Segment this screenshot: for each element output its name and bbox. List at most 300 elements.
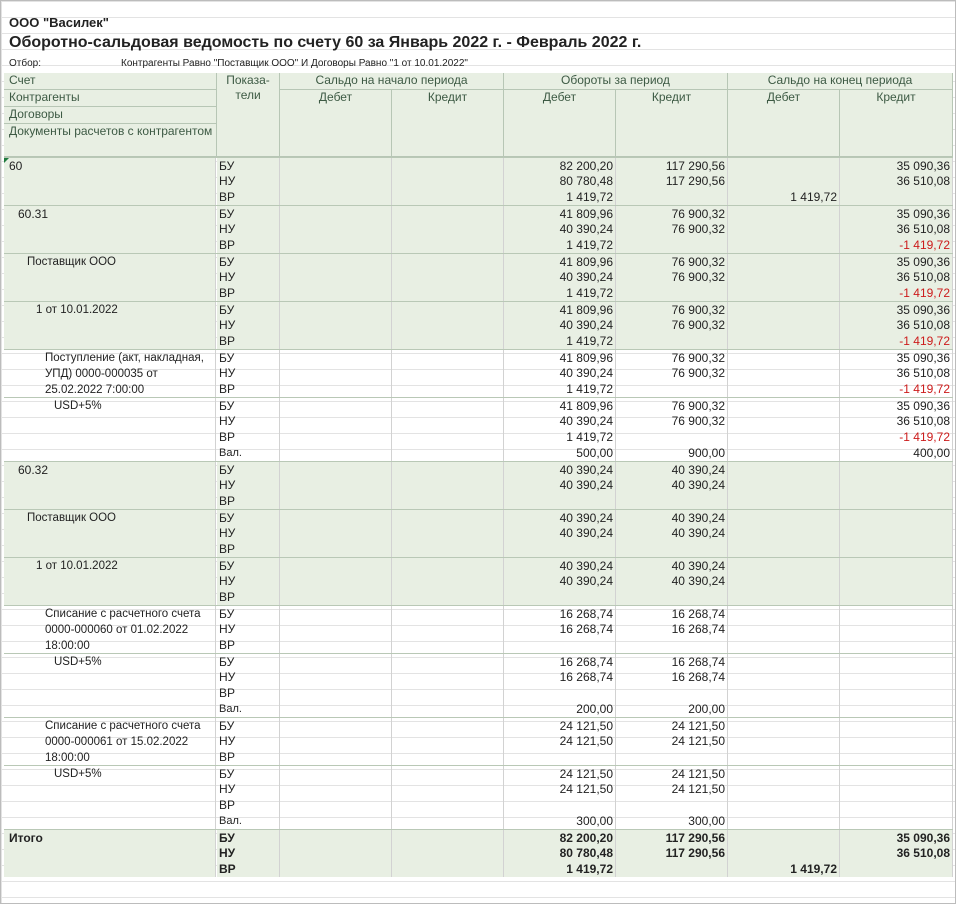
amount-cell[interactable]: 76 900,32 [616,206,728,222]
amount-cell[interactable]: 40 390,24 [504,573,616,589]
amount-cell[interactable]: 76 900,32 [616,413,728,429]
amount-cell[interactable]: 16 268,74 [616,669,728,685]
amount-cell[interactable] [840,685,953,701]
amount-cell[interactable]: 300,00 [504,813,616,829]
amount-cell[interactable] [840,493,953,509]
amount-cell[interactable]: 16 268,74 [616,654,728,670]
amount-cell[interactable] [392,173,504,189]
amount-cell[interactable] [504,797,616,813]
row-group-label[interactable]: USD+5% [4,765,216,829]
amount-cell[interactable]: 40 390,24 [504,317,616,333]
indicator-cell[interactable]: БУ [217,654,280,670]
amount-cell[interactable] [840,701,953,717]
amount-cell[interactable] [616,285,728,301]
amount-cell[interactable]: 36 510,08 [840,221,953,237]
indicator-cell[interactable]: БУ [217,766,280,782]
amount-cell[interactable] [280,189,392,205]
indicator-cell[interactable]: ВР [217,381,280,397]
amount-cell[interactable] [392,654,504,670]
amount-cell[interactable]: 76 900,32 [616,398,728,414]
amount-cell[interactable] [728,269,840,285]
amount-cell[interactable] [392,254,504,270]
amount-cell[interactable]: 76 900,32 [616,317,728,333]
amount-cell[interactable] [840,573,953,589]
amount-cell[interactable] [616,861,728,877]
amount-cell[interactable] [280,302,392,318]
filter-value[interactable]: Контрагенты Равно "Поставщик ООО" И Договоры Равно "1 от 10.01.2022" [121,58,468,69]
amount-cell[interactable] [840,525,953,541]
indicator-cell[interactable]: ВР [217,333,280,349]
indicator-cell[interactable]: ВР [217,797,280,813]
amount-cell[interactable] [728,781,840,797]
amount-cell[interactable] [392,477,504,493]
amount-cell[interactable]: 41 809,96 [504,350,616,366]
amount-cell[interactable]: 900,00 [616,445,728,461]
amount-cell[interactable] [392,462,504,478]
amount-cell[interactable]: 40 390,24 [504,269,616,285]
amount-cell[interactable]: 76 900,32 [616,221,728,237]
amount-cell[interactable] [616,797,728,813]
row-group-label[interactable]: 1 от 10.01.2022 [4,301,216,349]
amount-cell[interactable]: 76 900,32 [616,350,728,366]
amount-cell[interactable] [280,381,392,397]
amount-cell[interactable] [728,525,840,541]
amount-cell[interactable] [616,189,728,205]
amount-cell[interactable] [392,749,504,765]
amount-cell[interactable] [392,813,504,829]
indicator-cell[interactable]: ВР [217,237,280,253]
indicator-cell[interactable]: БУ [217,462,280,478]
indicator-cell[interactable]: ВР [217,429,280,445]
amount-cell[interactable] [392,845,504,861]
amount-cell[interactable] [840,589,953,605]
amount-cell[interactable] [728,654,840,670]
amount-cell[interactable] [280,797,392,813]
amount-cell[interactable] [280,173,392,189]
amount-cell[interactable] [280,333,392,349]
indicator-cell[interactable]: ВР [217,637,280,653]
amount-cell[interactable] [392,669,504,685]
amount-cell[interactable]: 1 419,72 [504,861,616,877]
indicator-cell[interactable]: НУ [217,365,280,381]
amount-cell[interactable] [392,317,504,333]
amount-cell[interactable] [840,654,953,670]
amount-cell[interactable] [616,381,728,397]
amount-cell[interactable]: 41 809,96 [504,254,616,270]
amount-cell[interactable]: 117 290,56 [616,173,728,189]
indicator-cell[interactable]: БУ [217,302,280,318]
amount-cell[interactable] [840,621,953,637]
amount-cell[interactable] [280,573,392,589]
amount-cell[interactable]: 40 390,24 [504,365,616,381]
amount-cell[interactable] [280,445,392,461]
amount-cell[interactable]: 1 419,72 [728,189,840,205]
amount-cell[interactable] [840,718,953,734]
amount-cell[interactable] [728,830,840,846]
indicator-cell[interactable]: БУ [217,718,280,734]
amount-cell[interactable] [280,845,392,861]
amount-cell[interactable] [728,573,840,589]
indicator-cell[interactable]: ВР [217,749,280,765]
indicator-cell[interactable]: БУ [217,206,280,222]
amount-cell[interactable] [392,830,504,846]
amount-cell[interactable] [840,861,953,877]
amount-cell[interactable]: 36 510,08 [840,317,953,333]
amount-cell[interactable]: 1 419,72 [504,189,616,205]
amount-cell[interactable] [392,381,504,397]
indicator-cell[interactable]: БУ [217,158,280,174]
amount-cell[interactable]: 40 390,24 [504,477,616,493]
amount-cell[interactable] [728,606,840,622]
amount-cell[interactable] [392,269,504,285]
amount-cell[interactable] [728,733,840,749]
amount-cell[interactable] [504,493,616,509]
row-group-label[interactable]: 60 [4,157,216,205]
amount-cell[interactable] [616,541,728,557]
amount-cell[interactable] [728,206,840,222]
amount-cell[interactable] [392,558,504,574]
amount-cell[interactable] [280,701,392,717]
indicator-cell[interactable]: НУ [217,269,280,285]
indicator-cell[interactable]: ВР [217,589,280,605]
amount-cell[interactable] [280,733,392,749]
amount-cell[interactable]: 40 390,24 [504,510,616,526]
amount-cell[interactable]: 24 121,50 [504,718,616,734]
amount-cell[interactable]: 76 900,32 [616,269,728,285]
amount-cell[interactable] [728,541,840,557]
amount-cell[interactable] [840,797,953,813]
amount-cell[interactable] [392,718,504,734]
amount-cell[interactable] [280,766,392,782]
amount-cell[interactable] [728,621,840,637]
amount-cell[interactable]: 82 200,20 [504,158,616,174]
amount-cell[interactable]: 40 390,24 [616,510,728,526]
amount-cell[interactable] [392,861,504,877]
amount-cell[interactable] [392,350,504,366]
amount-cell[interactable]: 16 268,74 [504,669,616,685]
amount-cell[interactable]: 40 390,24 [504,413,616,429]
amount-cell[interactable] [392,589,504,605]
amount-cell[interactable]: 80 780,48 [504,845,616,861]
amount-cell[interactable] [728,462,840,478]
amount-cell[interactable] [728,398,840,414]
amount-cell[interactable] [728,669,840,685]
amount-cell[interactable]: 41 809,96 [504,398,616,414]
amount-cell[interactable] [728,493,840,509]
indicator-cell[interactable]: БУ [217,350,280,366]
indicator-cell[interactable]: ВР [217,493,280,509]
amount-cell[interactable] [392,701,504,717]
amount-cell[interactable] [280,462,392,478]
amount-cell[interactable] [392,333,504,349]
amount-cell[interactable]: 1 419,72 [504,285,616,301]
amount-cell[interactable] [728,813,840,829]
amount-cell[interactable] [616,685,728,701]
amount-cell[interactable]: 36 510,08 [840,269,953,285]
amount-cell[interactable] [392,637,504,653]
amount-cell[interactable]: 300,00 [616,813,728,829]
amount-cell[interactable] [392,766,504,782]
amount-cell[interactable] [392,189,504,205]
amount-cell[interactable]: 24 121,50 [504,733,616,749]
indicator-cell[interactable]: НУ [217,413,280,429]
amount-cell[interactable] [840,733,953,749]
amount-cell[interactable]: 35 090,36 [840,254,953,270]
amount-cell[interactable] [504,685,616,701]
amount-cell[interactable] [392,302,504,318]
row-group-label[interactable]: Поставщик ООО [4,253,216,301]
amount-cell[interactable] [392,445,504,461]
indicator-cell[interactable]: ВР [217,541,280,557]
amount-cell[interactable] [392,221,504,237]
amount-cell[interactable]: 24 121,50 [616,733,728,749]
amount-cell[interactable] [392,158,504,174]
amount-cell[interactable] [280,237,392,253]
indicator-cell[interactable]: НУ [217,669,280,685]
indicator-cell[interactable]: Вал. [217,701,280,717]
amount-cell[interactable] [504,589,616,605]
amount-cell[interactable] [280,317,392,333]
amount-cell[interactable] [504,637,616,653]
amount-cell[interactable] [728,589,840,605]
amount-cell[interactable] [840,189,953,205]
amount-cell[interactable]: 40 390,24 [616,462,728,478]
amount-cell[interactable] [616,333,728,349]
indicator-cell[interactable]: НУ [217,173,280,189]
indicator-cell[interactable]: БУ [217,510,280,526]
amount-cell[interactable]: 200,00 [504,701,616,717]
amount-cell[interactable] [840,510,953,526]
amount-cell[interactable]: 40 390,24 [504,558,616,574]
amount-cell[interactable]: 16 268,74 [616,621,728,637]
amount-cell[interactable] [728,254,840,270]
amount-cell[interactable] [728,797,840,813]
amount-cell[interactable] [840,766,953,782]
indicator-cell[interactable]: НУ [217,221,280,237]
amount-cell[interactable] [840,749,953,765]
amount-cell[interactable]: 24 121,50 [616,718,728,734]
row-group-label[interactable]: Поступление (акт, накладная, УПД) 0000-000035 от 25.02.2022 7:00:00 [4,349,216,397]
amount-cell[interactable]: 40 390,24 [504,525,616,541]
amount-cell[interactable] [280,589,392,605]
amount-cell[interactable] [392,413,504,429]
indicator-cell[interactable]: НУ [217,621,280,637]
amount-cell[interactable]: 36 510,08 [840,365,953,381]
indicator-cell[interactable]: НУ [217,477,280,493]
amount-cell[interactable]: 40 390,24 [616,558,728,574]
amount-cell[interactable]: 41 809,96 [504,302,616,318]
amount-cell[interactable] [728,221,840,237]
amount-cell[interactable]: 400,00 [840,445,953,461]
indicator-cell[interactable]: Вал. [217,813,280,829]
amount-cell[interactable] [280,541,392,557]
amount-cell[interactable]: 1 419,72 [728,861,840,877]
indicator-cell[interactable]: НУ [217,573,280,589]
row-group-label[interactable]: 1 от 10.01.2022 [4,557,216,605]
amount-cell[interactable]: 200,00 [616,701,728,717]
amount-cell[interactable] [392,285,504,301]
amount-cell[interactable] [280,781,392,797]
amount-cell[interactable] [728,350,840,366]
amount-cell[interactable]: 35 090,36 [840,158,953,174]
amount-cell[interactable] [280,221,392,237]
amount-cell[interactable] [280,285,392,301]
amount-cell[interactable] [728,701,840,717]
amount-cell[interactable] [840,462,953,478]
row-group-label[interactable]: USD+5% [4,397,216,461]
amount-cell[interactable] [840,558,953,574]
amount-cell[interactable] [504,541,616,557]
amount-cell[interactable] [280,830,392,846]
amount-cell[interactable] [280,685,392,701]
amount-cell[interactable] [280,365,392,381]
amount-cell[interactable] [728,558,840,574]
amount-cell[interactable] [392,429,504,445]
amount-cell[interactable] [728,317,840,333]
amount-cell[interactable] [616,237,728,253]
amount-cell[interactable] [392,781,504,797]
indicator-cell[interactable]: НУ [217,845,280,861]
amount-cell[interactable] [280,206,392,222]
amount-cell[interactable]: 76 900,32 [616,254,728,270]
amount-cell[interactable]: 16 268,74 [616,606,728,622]
amount-cell[interactable] [728,445,840,461]
amount-cell[interactable] [728,285,840,301]
amount-cell[interactable]: 16 268,74 [504,606,616,622]
amount-cell[interactable] [840,541,953,557]
amount-cell[interactable] [280,158,392,174]
indicator-cell[interactable]: БУ [217,558,280,574]
amount-cell[interactable] [840,637,953,653]
amount-cell[interactable]: -1 419,72 [840,285,953,301]
amount-cell[interactable] [392,606,504,622]
amount-cell[interactable] [280,749,392,765]
amount-cell[interactable] [728,477,840,493]
amount-cell[interactable]: 35 090,36 [840,350,953,366]
amount-cell[interactable] [840,606,953,622]
indicator-cell[interactable]: НУ [217,317,280,333]
amount-cell[interactable] [280,477,392,493]
amount-cell[interactable] [728,413,840,429]
amount-cell[interactable]: 40 390,24 [616,477,728,493]
amount-cell[interactable] [616,749,728,765]
amount-cell[interactable] [392,510,504,526]
amount-cell[interactable] [392,541,504,557]
row-group-label[interactable]: USD+5% [4,653,216,717]
amount-cell[interactable] [392,621,504,637]
amount-cell[interactable] [728,637,840,653]
amount-cell[interactable] [280,525,392,541]
amount-cell[interactable]: 16 268,74 [504,654,616,670]
amount-cell[interactable] [616,637,728,653]
amount-cell[interactable] [616,493,728,509]
amount-cell[interactable] [392,525,504,541]
amount-cell[interactable] [280,558,392,574]
indicator-cell[interactable]: БУ [217,398,280,414]
amount-cell[interactable]: 40 390,24 [616,573,728,589]
amount-cell[interactable]: 1 419,72 [504,381,616,397]
row-group-label[interactable]: Списание с расчетного счета 0000-000060 от 01.02.2022 18:00:00 [4,605,216,653]
amount-cell[interactable]: 24 121,50 [616,781,728,797]
amount-cell[interactable]: 82 200,20 [504,830,616,846]
amount-cell[interactable] [280,669,392,685]
amount-cell[interactable] [840,781,953,797]
amount-cell[interactable] [840,669,953,685]
amount-cell[interactable] [728,510,840,526]
indicator-cell[interactable]: ВР [217,685,280,701]
row-group-label[interactable]: 60.31 [4,205,216,253]
row-group-label[interactable]: Поставщик ООО [4,509,216,557]
amount-cell[interactable]: 80 780,48 [504,173,616,189]
amount-cell[interactable]: 40 390,24 [616,525,728,541]
amount-cell[interactable]: 76 900,32 [616,365,728,381]
amount-cell[interactable] [280,813,392,829]
amount-cell[interactable] [728,333,840,349]
amount-cell[interactable] [728,718,840,734]
amount-cell[interactable] [280,350,392,366]
amount-cell[interactable] [280,654,392,670]
indicator-cell[interactable]: НУ [217,781,280,797]
amount-cell[interactable] [392,493,504,509]
amount-cell[interactable] [840,813,953,829]
row-group-label[interactable]: Списание с расчетного счета 0000-000061 от 15.02.2022 18:00:00 [4,717,216,765]
amount-cell[interactable]: 117 290,56 [616,158,728,174]
amount-cell[interactable] [728,158,840,174]
amount-cell[interactable]: 41 809,96 [504,206,616,222]
amount-cell[interactable]: -1 419,72 [840,381,953,397]
amount-cell[interactable] [840,477,953,493]
indicator-cell[interactable]: БУ [217,830,280,846]
indicator-cell[interactable]: ВР [217,861,280,877]
amount-cell[interactable]: 500,00 [504,445,616,461]
amount-cell[interactable]: -1 419,72 [840,237,953,253]
indicator-cell[interactable]: Вал. [217,445,280,461]
amount-cell[interactable]: 1 419,72 [504,429,616,445]
amount-cell[interactable] [392,206,504,222]
amount-cell[interactable] [280,861,392,877]
amount-cell[interactable]: -1 419,72 [840,429,953,445]
amount-cell[interactable]: 117 290,56 [616,830,728,846]
amount-cell[interactable] [280,493,392,509]
amount-cell[interactable]: 35 090,36 [840,830,953,846]
amount-cell[interactable]: 40 390,24 [504,221,616,237]
amount-cell[interactable] [616,429,728,445]
amount-cell[interactable] [392,365,504,381]
amount-cell[interactable] [280,254,392,270]
amount-cell[interactable] [728,381,840,397]
amount-cell[interactable] [728,237,840,253]
amount-cell[interactable] [392,573,504,589]
amount-cell[interactable] [392,733,504,749]
amount-cell[interactable]: 24 121,50 [616,766,728,782]
amount-cell[interactable] [728,429,840,445]
amount-cell[interactable] [392,797,504,813]
amount-cell[interactable] [728,845,840,861]
amount-cell[interactable] [728,173,840,189]
amount-cell[interactable]: 36 510,08 [840,173,953,189]
amount-cell[interactable]: 36 510,08 [840,413,953,429]
amount-cell[interactable] [728,365,840,381]
amount-cell[interactable] [280,718,392,734]
amount-cell[interactable] [280,606,392,622]
amount-cell[interactable] [616,589,728,605]
amount-cell[interactable]: 76 900,32 [616,302,728,318]
indicator-cell[interactable]: БУ [217,606,280,622]
amount-cell[interactable] [280,510,392,526]
indicator-cell[interactable]: БУ [217,254,280,270]
amount-cell[interactable] [280,637,392,653]
amount-cell[interactable] [280,429,392,445]
